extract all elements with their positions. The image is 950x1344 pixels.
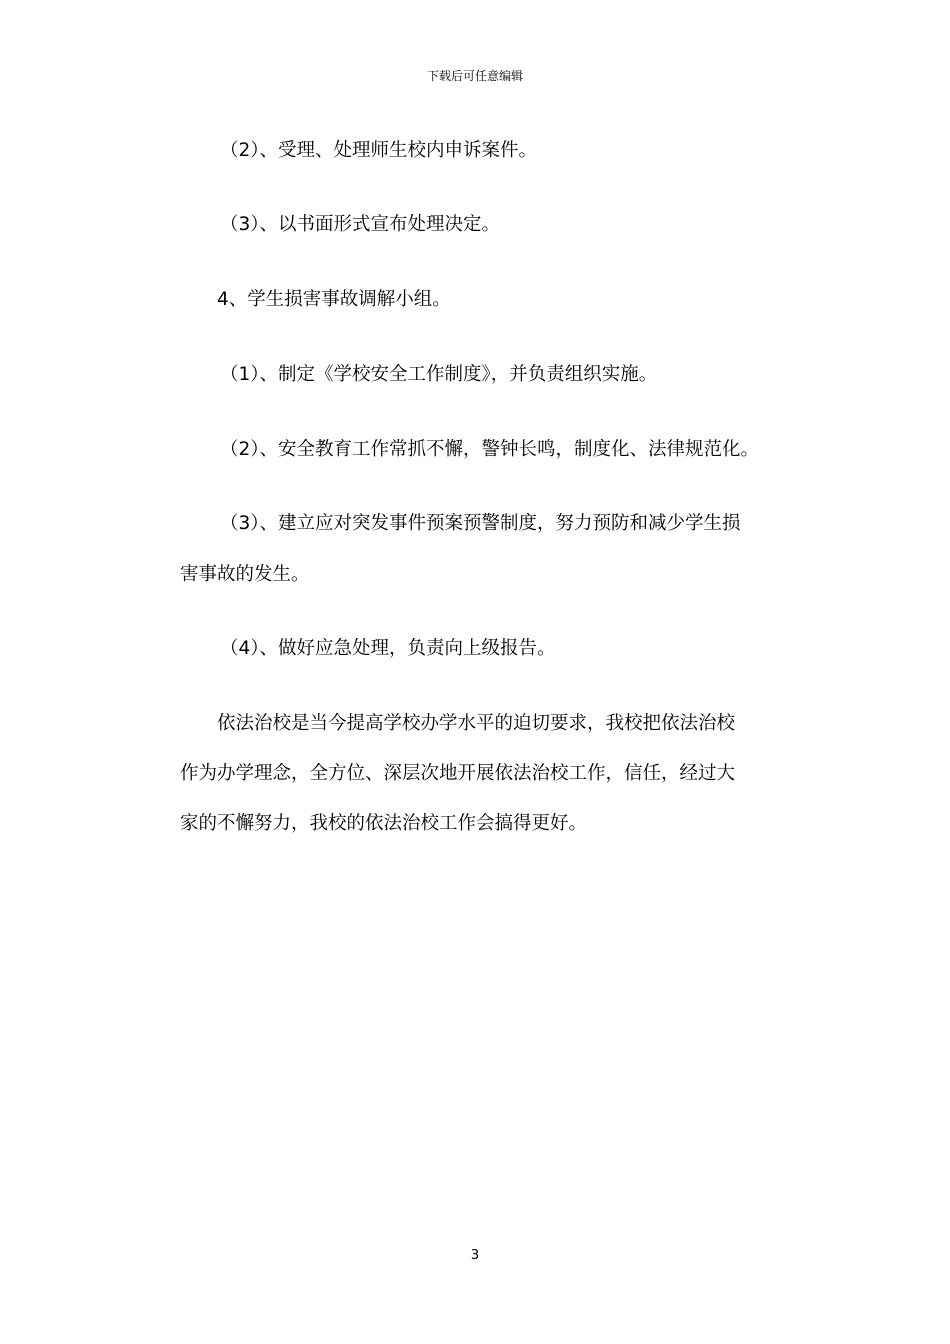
paragraph-line: 家的不懈努力，我校的依法治校工作会搞得更好。 <box>180 813 588 834</box>
paragraph-line: 4、学生损害事故调解小组。 <box>217 289 451 310</box>
paragraph-line: 作为办学理念，全方位、深层次地开展依法治校工作，信任，经过大 <box>180 763 736 784</box>
paragraph-line: 害事故的发生。 <box>180 564 310 585</box>
page-header: 下载后可任意编辑 <box>426 69 523 83</box>
paragraph-line: （4）、做好应急处理，负责向上级报告。 <box>220 638 556 659</box>
paragraph-line: 依法治校是当今提高学校办学水平的迫切要求，我校把依法治校 <box>217 713 736 734</box>
paragraph-line: （3）、以书面形式宣布处理决定。 <box>220 214 501 235</box>
paragraph-line: （1）、制定《学校安全工作制度》，并负责组织实施。 <box>220 364 658 385</box>
paragraph-line: （3）、建立应对突发事件预案预警制度，努力预防和减少学生损 <box>220 513 741 534</box>
paragraph-line: （2）、受理、处理师生校内申诉案件。 <box>220 140 538 161</box>
document-body <box>180 0 780 1344</box>
paragraph-line: （2）、安全教育工作常抓不懈，警钟长鸣，制度化、法律规范化。 <box>220 439 760 460</box>
page-number: 3 <box>470 1248 480 1263</box>
